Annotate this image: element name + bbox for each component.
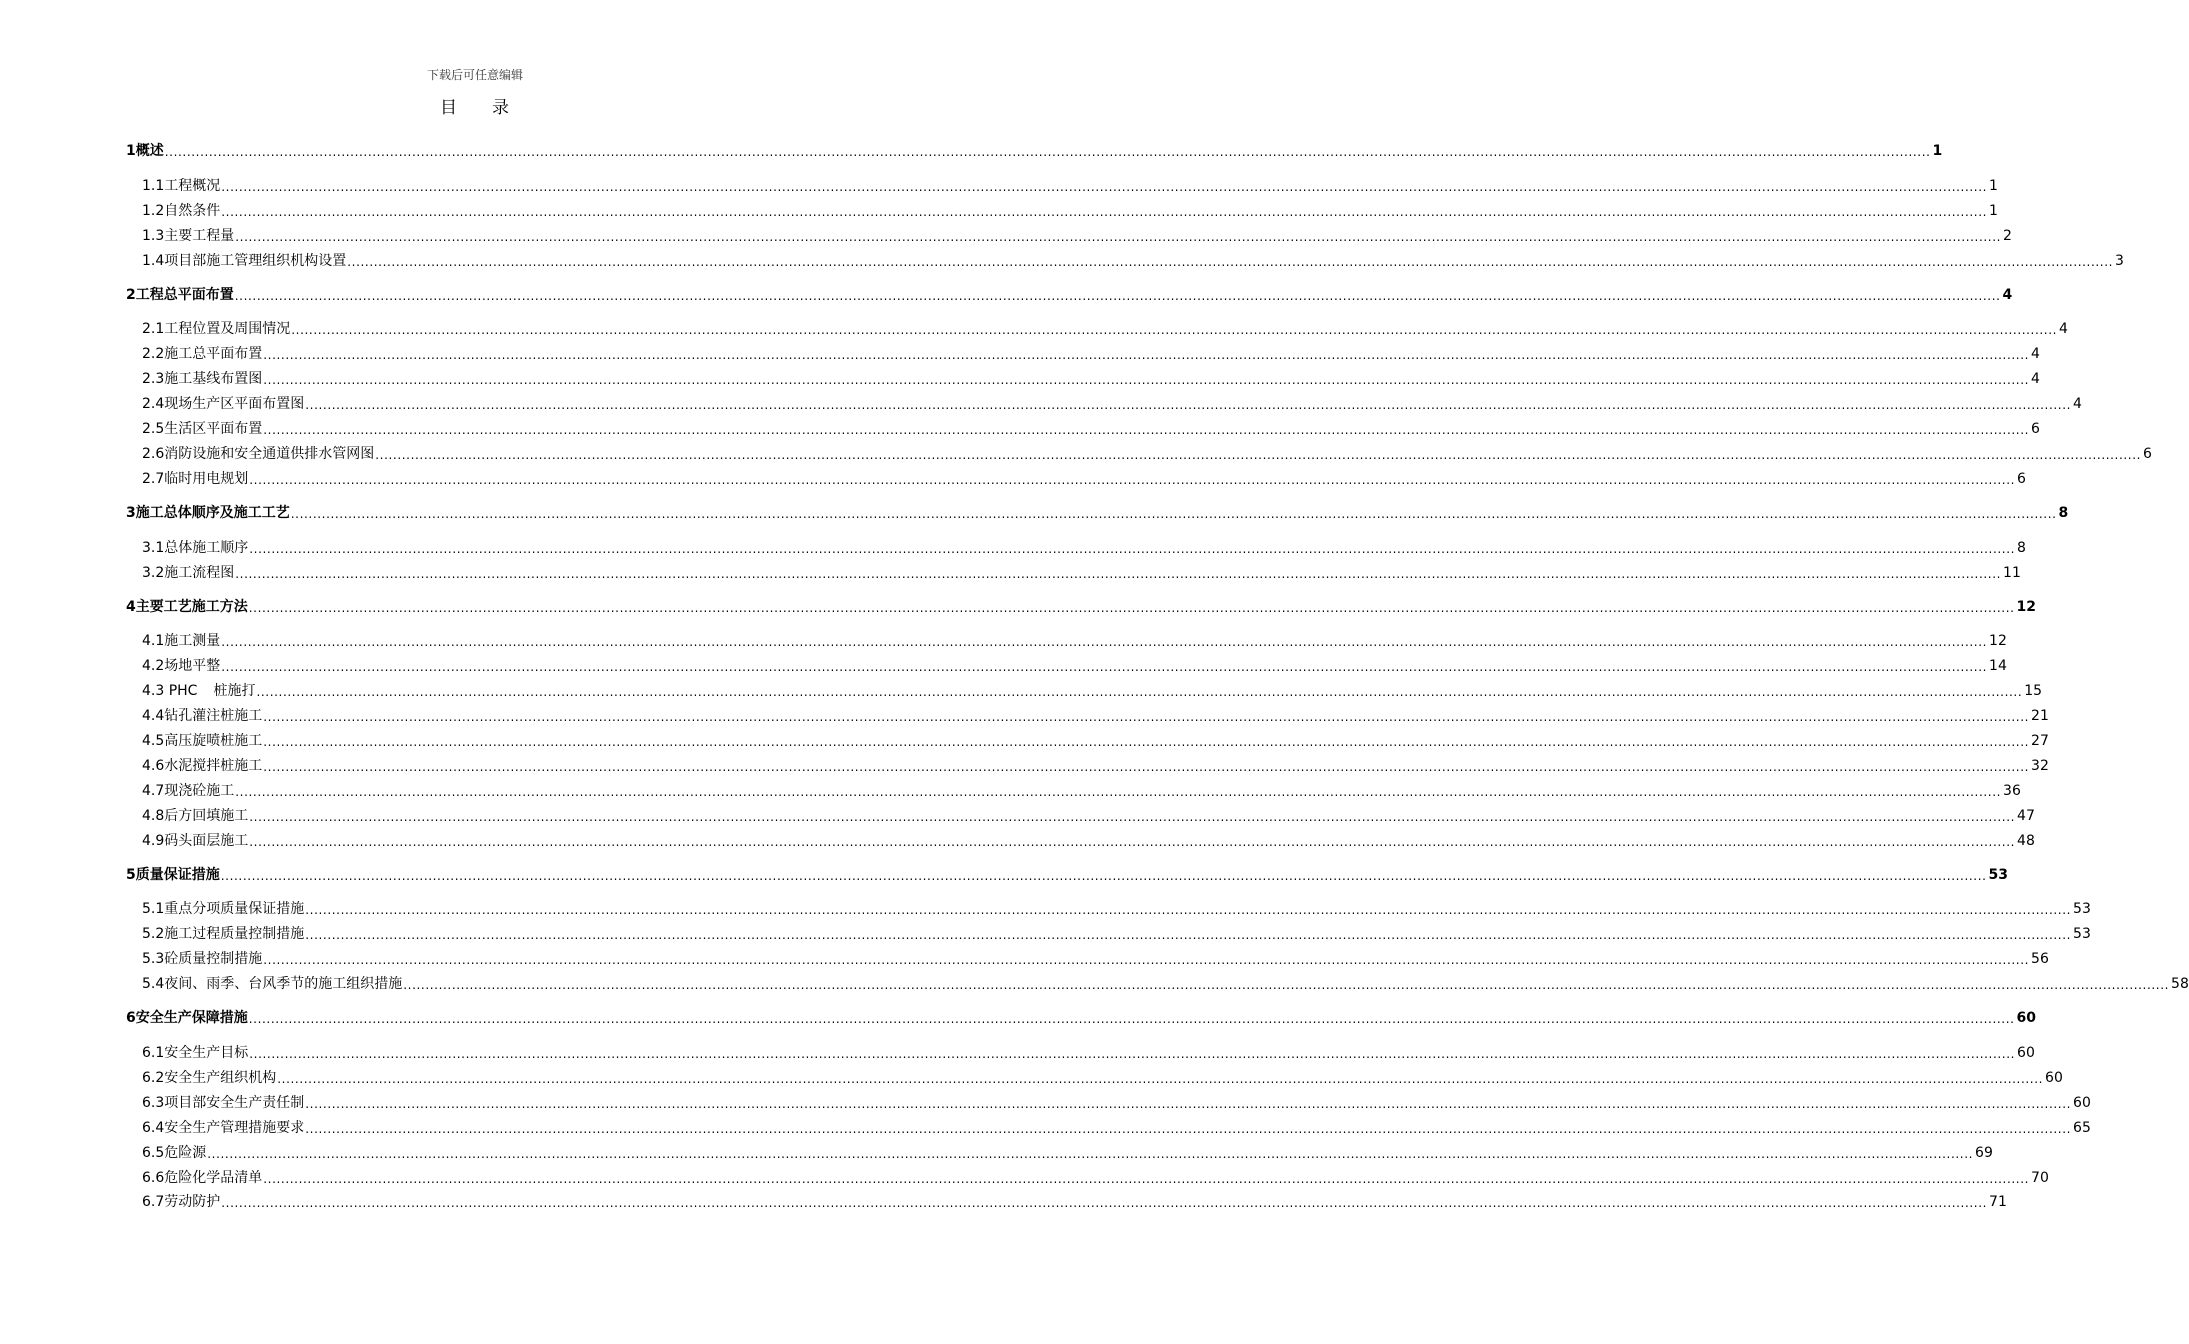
toc-item-6.1[interactable] bbox=[126, 1037, 2035, 1062]
toc-item-title: 安全生产组织机构 bbox=[164, 1069, 277, 1086]
toc-item-number: 1.4 bbox=[142, 252, 165, 269]
title-char-right: 录 bbox=[492, 98, 510, 118]
toc-section-number: 2 bbox=[126, 286, 136, 303]
toc-page-number: 60 bbox=[2073, 1094, 2091, 1111]
toc-page-number: 3 bbox=[2115, 252, 2124, 269]
toc-section-4[interactable] bbox=[126, 592, 2037, 616]
toc-section-title: 质量保证措施 bbox=[135, 866, 220, 883]
toc-item-title: 消防设施和安全通道供排水管网图 bbox=[164, 445, 375, 462]
leader-dots: ................................................................................................................................................................................................................................................................................................................................................................................................................ bbox=[305, 903, 2072, 918]
toc-item-number: 1.2 bbox=[142, 202, 165, 219]
toc-item-1.1[interactable] bbox=[126, 170, 1998, 195]
toc-item-number: 4.6 bbox=[142, 757, 165, 774]
toc-item-title: 临时用电规划 bbox=[164, 470, 249, 487]
toc-item-title: 水泥搅拌桩施工 bbox=[164, 757, 263, 774]
toc-item-number: 2.7 bbox=[142, 470, 165, 487]
toc-item-5.1[interactable] bbox=[126, 894, 2091, 919]
toc-item-number: 2.1 bbox=[142, 321, 165, 338]
toc-item-number: 4.7 bbox=[142, 782, 165, 799]
toc-item-2.2[interactable] bbox=[126, 338, 2040, 363]
leader-dots: ................................................................................................................................................................................................................................................................................................................................................................................................................ bbox=[220, 868, 1987, 883]
toc-page-number: 56 bbox=[2031, 951, 2049, 968]
leader-dots: ................................................................................................................................................................................................................................................................................................................................................................................................................ bbox=[263, 953, 2030, 968]
toc-item-2.5[interactable] bbox=[126, 413, 2040, 438]
toc-item-number: 4.3 PHC bbox=[142, 683, 198, 700]
toc-item-number: 1.1 bbox=[142, 177, 165, 194]
toc-page-number: 21 bbox=[2031, 708, 2049, 725]
toc-page-number: 14 bbox=[1989, 658, 2007, 675]
toc-item-title: 夜间、雨季、台风季节的施工组织措施 bbox=[164, 976, 403, 993]
toc-item-number: 2.3 bbox=[142, 371, 165, 388]
toc-item-6.4[interactable] bbox=[126, 1112, 2091, 1137]
toc-section-number: 6 bbox=[126, 1010, 136, 1027]
toc-item-title: 主要工程量 bbox=[164, 227, 235, 244]
toc-page-number: 27 bbox=[2031, 733, 2049, 750]
leader-dots: ................................................................................................................................................................................................................................................................................................................................................................................................................ bbox=[305, 1096, 2072, 1111]
toc-page-number: 1 bbox=[1932, 143, 1943, 159]
toc-item-4.3-PHC[interactable] bbox=[126, 675, 2043, 700]
leader-dots: ................................................................................................................................................................................................................................................................................................................................................................................................................ bbox=[256, 685, 2023, 700]
leader-dots: ................................................................................................................................................................................................................................................................................................................................................................................................................ bbox=[291, 323, 2058, 338]
toc-item-number: 6.4 bbox=[142, 1119, 165, 1136]
toc-item-number: 5.3 bbox=[142, 951, 165, 968]
toc-item-6.7[interactable] bbox=[126, 1187, 2007, 1212]
toc-item-number: 2.4 bbox=[142, 396, 165, 413]
toc-section-1[interactable] bbox=[126, 136, 1943, 160]
toc-item-number: 6.7 bbox=[142, 1194, 165, 1211]
leader-dots: ................................................................................................................................................................................................................................................................................................................................................................................................................ bbox=[207, 1146, 1974, 1161]
toc-item-title: 工程位置及周围情况 bbox=[164, 321, 291, 338]
toc-item-4.6[interactable] bbox=[126, 750, 2049, 775]
toc-page-number: 47 bbox=[2017, 807, 2035, 824]
toc-item-number: 6.1 bbox=[142, 1045, 165, 1062]
toc-item-3.2[interactable] bbox=[126, 557, 2021, 582]
toc-item-number: 6.2 bbox=[142, 1069, 165, 1086]
toc-page-number: 4 bbox=[2031, 346, 2040, 363]
toc-page-number: 70 bbox=[2031, 1169, 2049, 1186]
leader-dots: ................................................................................................................................................................................................................................................................................................................................................................................................................ bbox=[249, 834, 2016, 849]
toc-item-title: 钻孔灌注桩施工 bbox=[164, 708, 263, 725]
leader-dots: ................................................................................................................................................................................................................................................................................................................................................................................................................ bbox=[249, 1047, 2016, 1062]
toc-item-title: 施工过程质量控制措施 bbox=[164, 926, 305, 943]
toc-page-number: 60 bbox=[2016, 1010, 2037, 1027]
leader-dots: ................................................................................................................................................................................................................................................................................................................................................................................................................ bbox=[221, 1196, 1988, 1211]
toc-item-title: 现浇砼施工 bbox=[164, 782, 235, 799]
toc-item-title: 施工基线布置图 bbox=[164, 371, 263, 388]
leader-dots: ................................................................................................................................................................................................................................................................................................................................................................................................................ bbox=[263, 423, 2030, 438]
leader-dots: ................................................................................................................................................................................................................................................................................................................................................................................................................ bbox=[248, 600, 2015, 615]
toc-item-number: 5.4 bbox=[142, 976, 165, 993]
toc-page-number: 60 bbox=[2045, 1069, 2063, 1086]
toc-item-2.3[interactable] bbox=[126, 363, 2040, 388]
title-char-left: 目 bbox=[440, 98, 458, 118]
toc-page-number: 53 bbox=[1988, 866, 2009, 883]
leader-dots: ................................................................................................................................................................................................................................................................................................................................................................................................................ bbox=[305, 398, 2072, 413]
toc-page-number: 4 bbox=[2002, 286, 2013, 303]
toc-item-6.5[interactable] bbox=[126, 1137, 1993, 1162]
toc-page-number: 6 bbox=[2031, 421, 2040, 438]
toc-section-6[interactable] bbox=[126, 1003, 2037, 1027]
toc-item-number: 4.2 bbox=[142, 658, 165, 675]
toc-item-title: 危险源 bbox=[164, 1144, 207, 1161]
toc-item-number: 2.5 bbox=[142, 421, 165, 438]
toc-item-number: 6.3 bbox=[142, 1094, 165, 1111]
toc-item-title: 施工测量 bbox=[164, 633, 221, 650]
toc-item-title: 生活区平面布置 bbox=[164, 421, 263, 438]
leader-dots: ................................................................................................................................................................................................................................................................................................................................................................................................................ bbox=[263, 735, 2030, 750]
leader-dots: ................................................................................................................................................................................................................................................................................................................................................................................................................ bbox=[164, 145, 1931, 159]
page-header-note: 下载后可任意编辑 bbox=[426, 68, 523, 82]
toc-section-3[interactable] bbox=[126, 498, 2069, 522]
toc-item-number: 5.2 bbox=[142, 926, 165, 943]
toc-section-title: 主要工艺施工方法 bbox=[135, 598, 248, 615]
leader-dots: ................................................................................................................................................................................................................................................................................................................................................................................................................ bbox=[248, 1012, 2015, 1027]
toc-item-6.2[interactable] bbox=[126, 1062, 2063, 1087]
toc-page-number: 4 bbox=[2059, 321, 2068, 338]
leader-dots: ................................................................................................................................................................................................................................................................................................................................................................................................................ bbox=[221, 179, 1988, 194]
toc-item-number: 6.5 bbox=[142, 1144, 165, 1161]
toc-page-number: 12 bbox=[2016, 598, 2037, 615]
toc-item-title: 工程概况 bbox=[164, 177, 221, 194]
toc-page-number: 1 bbox=[1989, 177, 1998, 194]
toc-section-title: 工程总平面布置 bbox=[135, 286, 234, 303]
toc-page-number: 65 bbox=[2073, 1119, 2091, 1136]
leader-dots: ................................................................................................................................................................................................................................................................................................................................................................................................................ bbox=[263, 348, 2030, 363]
toc-page-number: 8 bbox=[2058, 504, 2069, 521]
table-of-contents bbox=[126, 136, 2189, 1211]
toc-item-4.7[interactable] bbox=[126, 775, 2021, 800]
toc-section-title: 安全生产保障措施 bbox=[135, 1010, 248, 1027]
leader-dots: ................................................................................................................................................................................................................................................................................................................................................................................................................ bbox=[263, 759, 2030, 774]
toc-item-2.4[interactable] bbox=[126, 388, 2082, 413]
leader-dots: ................................................................................................................................................................................................................................................................................................................................................................................................................ bbox=[249, 541, 2016, 556]
leader-dots: ................................................................................................................................................................................................................................................................................................................................................................................................................ bbox=[221, 204, 1988, 219]
toc-item-number: 1.3 bbox=[142, 227, 165, 244]
toc-section-title: 施工总体顺序及施工工艺 bbox=[135, 504, 290, 521]
toc-section-number: 4 bbox=[126, 598, 136, 615]
toc-section-2[interactable] bbox=[126, 280, 2013, 304]
toc-item-4.5[interactable] bbox=[126, 725, 2049, 750]
leader-dots: ................................................................................................................................................................................................................................................................................................................................................................................................................ bbox=[277, 1071, 2044, 1086]
toc-item-5.4[interactable] bbox=[126, 968, 2189, 993]
toc-item-number: 6.6 bbox=[142, 1169, 165, 1186]
toc-item-number: 4.5 bbox=[142, 733, 165, 750]
toc-item-title: 重点分项质量保证措施 bbox=[164, 901, 305, 918]
leader-dots: ................................................................................................................................................................................................................................................................................................................................................................................................................ bbox=[221, 660, 1988, 675]
toc-page-number: 36 bbox=[2003, 782, 2021, 799]
toc-item-number: 2.6 bbox=[142, 445, 165, 462]
toc-item-title: 施工总平面布置 bbox=[164, 346, 263, 363]
toc-section-number: 5 bbox=[126, 866, 136, 883]
page-title bbox=[0, 93, 950, 118]
leader-dots: ................................................................................................................................................................................................................................................................................................................................................................................................................ bbox=[305, 1121, 2072, 1136]
toc-item-title: 码头面层施工 bbox=[164, 832, 249, 849]
leader-dots: ................................................................................................................................................................................................................................................................................................................................................................................................................ bbox=[221, 635, 1988, 650]
toc-section-number: 3 bbox=[126, 504, 136, 521]
toc-page-number: 6 bbox=[2017, 470, 2026, 487]
toc-page-number: 4 bbox=[2031, 371, 2040, 388]
toc-item-title: 施工流程图 bbox=[164, 564, 235, 581]
toc-item-1.4[interactable] bbox=[126, 245, 2124, 270]
toc-item-number: 5.1 bbox=[142, 901, 165, 918]
toc-item-title: 自然条件 bbox=[164, 202, 221, 219]
toc-item-1.3[interactable] bbox=[126, 220, 2012, 245]
toc-page-number: 15 bbox=[2024, 683, 2043, 700]
leader-dots: ................................................................................................................................................................................................................................................................................................................................................................................................................ bbox=[290, 506, 2057, 521]
leader-dots: ................................................................................................................................................................................................................................................................................................................................................................................................................ bbox=[235, 229, 2002, 244]
toc-item-title: 安全生产管理措施要求 bbox=[164, 1119, 305, 1136]
leader-dots: ................................................................................................................................................................................................................................................................................................................................................................................................................ bbox=[263, 710, 2030, 725]
toc-item-2.6[interactable] bbox=[126, 438, 2152, 463]
toc-item-title: 桩施打 bbox=[213, 683, 256, 700]
toc-section-title: 概述 bbox=[135, 143, 164, 159]
toc-page-number: 8 bbox=[2017, 539, 2026, 556]
toc-page-number: 6 bbox=[2143, 445, 2152, 462]
toc-item-title: 劳动防护 bbox=[164, 1194, 221, 1211]
toc-item-number: 4.8 bbox=[142, 807, 165, 824]
toc-item-number: 4.4 bbox=[142, 708, 165, 725]
leader-dots: ................................................................................................................................................................................................................................................................................................................................................................................................................ bbox=[375, 447, 2142, 462]
toc-item-title: 安全生产目标 bbox=[164, 1045, 249, 1062]
toc-item-4.4[interactable] bbox=[126, 700, 2049, 725]
toc-item-2.7[interactable] bbox=[126, 463, 2026, 488]
toc-item-3.1[interactable] bbox=[126, 532, 2026, 557]
toc-section-number: 1 bbox=[126, 143, 136, 159]
toc-item-title: 总体施工顺序 bbox=[164, 539, 249, 556]
toc-page-number: 4 bbox=[2073, 396, 2082, 413]
leader-dots: ................................................................................................................................................................................................................................................................................................................................................................................................................ bbox=[249, 809, 2016, 824]
toc-item-4.1[interactable] bbox=[126, 626, 2007, 651]
toc-item-title: 项目部安全生产责任制 bbox=[164, 1094, 305, 1111]
toc-page-number: 11 bbox=[2003, 564, 2021, 581]
toc-page-number: 58 bbox=[2171, 976, 2189, 993]
leader-dots: ................................................................................................................................................................................................................................................................................................................................................................................................................ bbox=[263, 1171, 2030, 1186]
toc-page-number: 69 bbox=[1975, 1144, 1993, 1161]
toc-item-number: 3.1 bbox=[142, 539, 165, 556]
toc-item-title: 场地平整 bbox=[164, 658, 221, 675]
leader-dots: ................................................................................................................................................................................................................................................................................................................................................................................................................ bbox=[235, 566, 2002, 581]
toc-item-6.3[interactable] bbox=[126, 1087, 2091, 1112]
toc-page-number: 71 bbox=[1989, 1194, 2007, 1211]
leader-dots: ................................................................................................................................................................................................................................................................................................................................................................................................................ bbox=[347, 254, 2114, 269]
toc-item-title: 砼质量控制措施 bbox=[164, 951, 263, 968]
toc-item-number: 4.1 bbox=[142, 633, 165, 650]
toc-item-4.8[interactable] bbox=[126, 800, 2035, 825]
leader-dots: ................................................................................................................................................................................................................................................................................................................................................................................................................ bbox=[234, 288, 2001, 303]
toc-page-number: 48 bbox=[2017, 832, 2035, 849]
leader-dots: ................................................................................................................................................................................................................................................................................................................................................................................................................ bbox=[403, 978, 2170, 993]
leader-dots: ................................................................................................................................................................................................................................................................................................................................................................................................................ bbox=[263, 373, 2030, 388]
toc-page-number: 53 bbox=[2073, 901, 2091, 918]
toc-item-1.2[interactable] bbox=[126, 195, 1998, 220]
toc-item-number: 3.2 bbox=[142, 564, 165, 581]
toc-item-title: 高压旋喷桩施工 bbox=[164, 733, 263, 750]
toc-page-number: 12 bbox=[1989, 633, 2007, 650]
toc-item-title: 后方回填施工 bbox=[164, 807, 249, 824]
leader-dots: ................................................................................................................................................................................................................................................................................................................................................................................................................ bbox=[249, 472, 2016, 487]
toc-item-number: 2.2 bbox=[142, 346, 165, 363]
toc-item-title: 项目部施工管理组织机构设置 bbox=[164, 252, 347, 269]
toc-item-2.1[interactable] bbox=[126, 314, 2068, 339]
toc-item-number: 4.9 bbox=[142, 832, 165, 849]
toc-page-number: 60 bbox=[2017, 1045, 2035, 1062]
leader-dots: ................................................................................................................................................................................................................................................................................................................................................................................................................ bbox=[235, 784, 2002, 799]
toc-item-6.6[interactable] bbox=[126, 1162, 2049, 1187]
toc-page-number: 1 bbox=[1989, 202, 1998, 219]
toc-section-5[interactable] bbox=[126, 860, 2009, 884]
toc-item-title: 危险化学品清单 bbox=[164, 1169, 263, 1186]
leader-dots: ................................................................................................................................................................................................................................................................................................................................................................................................................ bbox=[305, 928, 2072, 943]
toc-item-4.2[interactable] bbox=[126, 650, 2007, 675]
toc-item-title: 现场生产区平面布置图 bbox=[164, 396, 305, 413]
toc-item-5.3[interactable] bbox=[126, 943, 2049, 968]
toc-page-number: 2 bbox=[2003, 227, 2012, 244]
toc-page-number: 53 bbox=[2073, 926, 2091, 943]
toc-page-number: 32 bbox=[2031, 757, 2049, 774]
toc-item-5.2[interactable] bbox=[126, 918, 2091, 943]
toc-item-4.9[interactable] bbox=[126, 825, 2035, 850]
